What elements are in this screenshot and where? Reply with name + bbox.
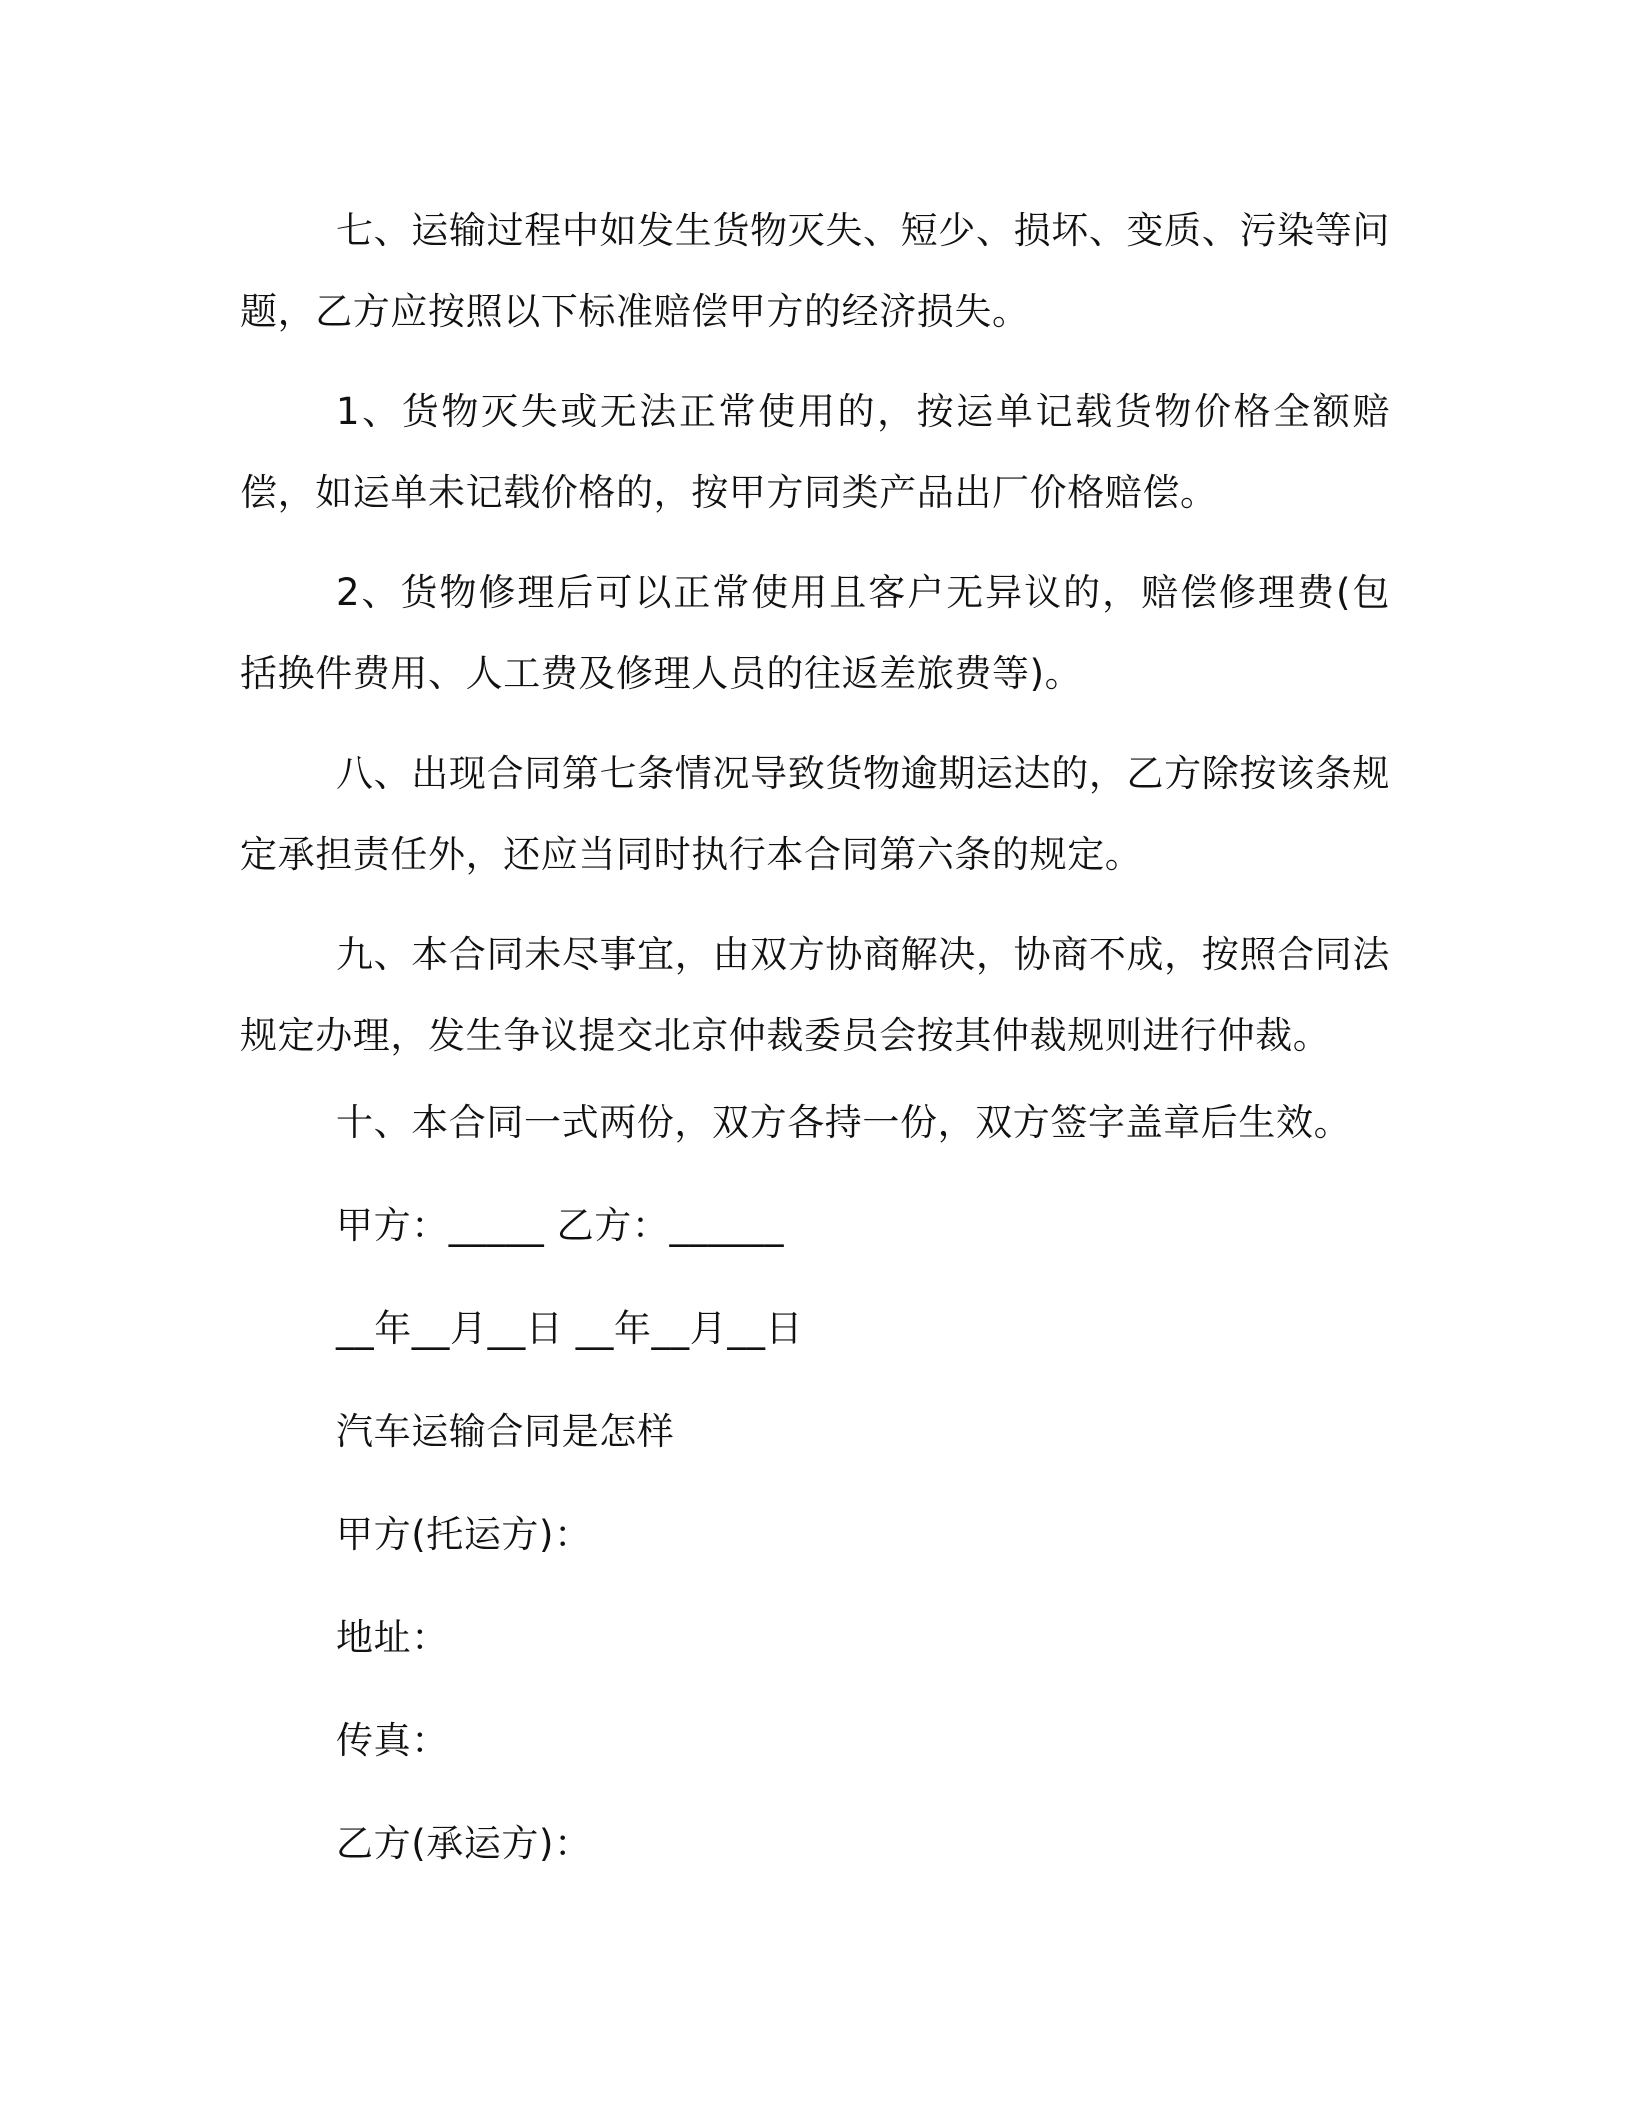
section-title: 汽车运输合同是怎样 <box>336 1410 675 1453</box>
clause-seven-item-1: 1、货物灭失或无法正常使用的，按运单记载货物价格全额赔偿，如运单未记载价格的，按甲方同类产品出厂价格赔偿。 <box>240 390 1390 514</box>
clause-nine: 九、本合同未尽事宜，由双方协商解决，协商不成，按照合同法规定办理，发生争议提交北京仲裁委员会按其仲裁规则进行仲裁。 <box>240 933 1390 1057</box>
party-b-label: 乙方(承运方)： <box>336 1822 592 1865</box>
fax-label: 传真： <box>336 1719 449 1762</box>
document-body <box>240 190 1390 1919</box>
signature-dates: __年__月__日 __年__月__日 <box>336 1307 804 1350</box>
signature-parties: 甲方：_____ 乙方：______ <box>336 1204 785 1247</box>
clause-seven: 七、运输过程中如发生货物灭失、短少、损坏、变质、污染等问题，乙方应按照以下标准赔偿甲方的经济损失。 <box>240 209 1390 333</box>
clause-ten: 十、本合同一式两份，双方各持一份，双方签字盖章后生效。 <box>336 1101 1352 1144</box>
address-label: 地址： <box>336 1616 449 1659</box>
clause-seven-item-2: 2、货物修理后可以正常使用且客户无异议的，赔偿修理费(包括换件费用、人工费及修理人员的往返差旅费等)。 <box>240 571 1390 695</box>
clause-eight: 八、出现合同第七条情况导致货物逾期运达的，乙方除按该条规定承担责任外，还应当同时执行本合同第六条的规定。 <box>240 752 1390 876</box>
party-a-label: 甲方(托运方)： <box>336 1513 592 1556</box>
